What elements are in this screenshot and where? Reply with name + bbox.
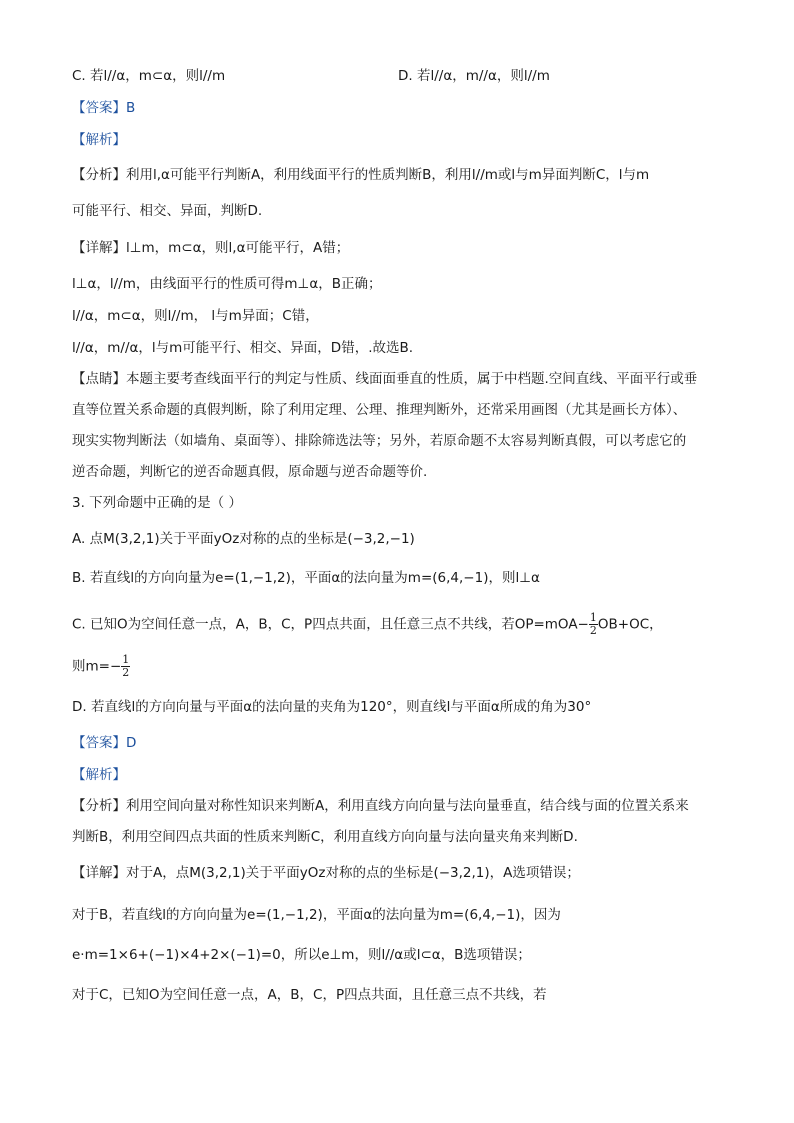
option-c-line-2 xyxy=(72,654,734,679)
detail-2-line-4: 对于C，已知O为空间任意一点，A，B，C，P四点共面，且任意三点不共线，若 xyxy=(72,987,547,1003)
detail-2-line-2: 对于B，若直线l的方向向量为e=(1,−1,2)，平面α的法向量为m=(6,4,−1)，因为 xyxy=(72,907,561,923)
option-c: C. 若l//α，m⊂α，则l//m xyxy=(72,68,226,84)
analysis-2-line-1: 【分析】利用空间向量对称性知识来判断A，利用直线方向向量与法向量垂直，结合线与面的位置关系来 xyxy=(72,798,689,814)
answer-label-2: 【答案】D xyxy=(72,735,137,751)
question-3-stem: 3. 下列命题中正确的是（ ） xyxy=(72,495,242,511)
option-a: A. 点M(3,2,1)关于平面yOz对称的点的坐标是(−3,2,−1) xyxy=(72,531,415,547)
analysis-2-line-2: 判断B，利用空间四点共面的性质来判断C，利用直线方向向量与法向量夹角来判断D. xyxy=(72,829,578,845)
fraction-denominator-2: 2 xyxy=(122,666,130,679)
fraction-numerator-2: 1 xyxy=(122,653,130,666)
option-c-text-b: OB+OC， xyxy=(597,616,663,633)
detail-line-2: l⊥α，l//m，由线面平行的性质可得m⊥α，B正确； xyxy=(72,276,382,292)
analysis-label-2: 【解析】 xyxy=(72,767,126,783)
analysis-label: 【解析】 xyxy=(72,132,126,148)
detail-2-line-1: 【详解】对于A，点M(3,2,1)关于平面yOz对称的点的坐标是(−3,2,1)，A选项错误； xyxy=(72,865,580,881)
remark-line-2: 直等位置关系命题的真假判断，除了利用定理、公理、推理判断外，还常采用画图（尤其是画长方体）、 xyxy=(72,402,687,418)
detail-line-1: 【详解】l⊥m，m⊂α，则l,α可能平行，A错； xyxy=(72,240,350,256)
analysis-line-2: 可能平行、相交、异面，判断D. xyxy=(72,203,263,219)
remark-line-1: 【点睛】本题主要考查线面平行的判定与性质、线面面垂直的性质，属于中档题.空间直线、平面平行或垂 xyxy=(72,371,698,387)
detail-2-line-3: e·m=1×6+(−1)×4+2×(−1)=0，所以e⊥m，则l//α或l⊂α，B选项错误； xyxy=(72,947,531,963)
fraction-numerator: 1 xyxy=(589,611,597,624)
remark-line-3: 现实实物判断法（如墙角、桌面等）、排除筛选法等；另外，若原命题不太容易判断真假，可以考虑它的 xyxy=(72,433,687,449)
fraction-half xyxy=(589,612,598,637)
fraction-denominator: 2 xyxy=(589,624,597,637)
detail-line-4: l//α，m//α，l与m可能平行、相交、异面，D错，.故选B. xyxy=(72,340,414,356)
option-c-text-a: C. 已知O为空间任意一点，A，B，C，P四点共面，且任意三点不共线，若OP=mOA− xyxy=(72,616,589,633)
answer-label: 【答案】B xyxy=(72,100,136,116)
remark-line-4: 逆否命题，判断它的逆否命题真假，原命题与逆否命题等价. xyxy=(72,464,428,480)
detail-line-3: l//α，m⊂α，则l//m， l与m异面；C错， xyxy=(72,308,319,324)
option-c-line-1 xyxy=(72,612,734,637)
option-d: D. 若直线l的方向向量与平面α的法向量的夹角为120°，则直线l与平面α所成的角为30° xyxy=(72,699,592,715)
option-b: B. 若直线l的方向向量为e=(1,−1,2)，平面α的法向量为m=(6,4,−1)，则l⊥α xyxy=(72,570,540,586)
option-d: D. 若l//α，m//α，则l//m xyxy=(398,68,550,84)
fraction-half-2 xyxy=(121,654,130,679)
analysis-line-1: 【分析】利用l,α可能平行判断A，利用线面平行的性质判断B，利用l//m或l与m异面判断C，l与m xyxy=(72,167,650,183)
option-c-result: 则m=− xyxy=(72,658,122,675)
